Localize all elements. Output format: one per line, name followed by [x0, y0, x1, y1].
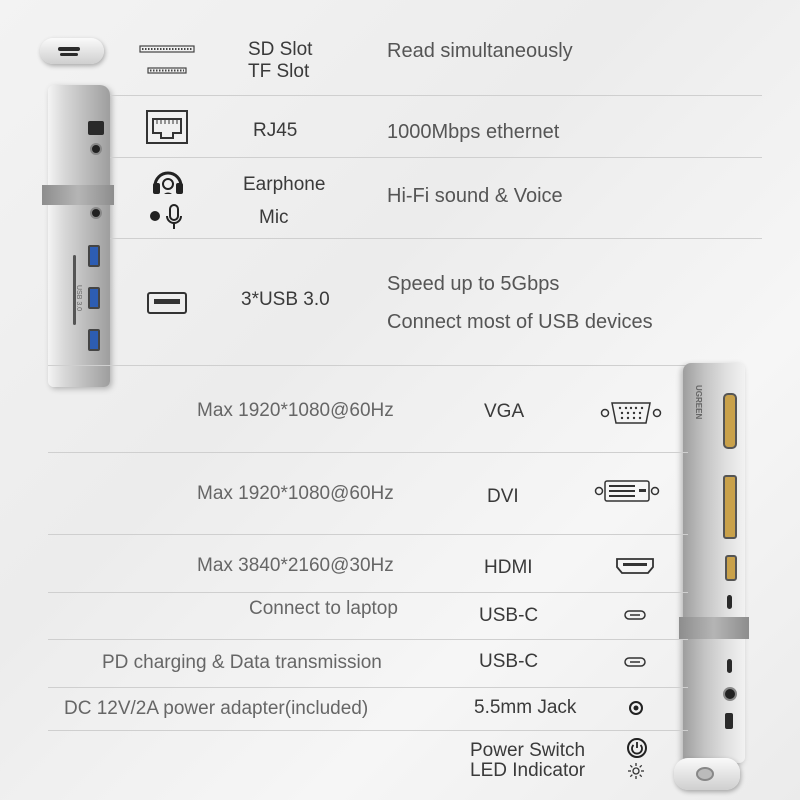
dvi-spec: Max 1920*1080@60Hz	[197, 483, 394, 504]
usb-feature-compat: Connect most of USB devices	[387, 311, 653, 333]
usb-c-pd-label: USB-C	[479, 651, 539, 672]
hdmi-port	[725, 555, 737, 581]
sd-card-cap	[40, 38, 104, 64]
usb-label: 3*USB 3.0	[241, 289, 330, 310]
band	[42, 185, 114, 205]
dc-jack-icon	[628, 700, 644, 716]
brand-label: UGREEN	[694, 385, 703, 420]
power-cap	[674, 758, 740, 790]
earphone-label: Earphone	[243, 174, 326, 195]
vga-spec: Max 1920*1080@60Hz	[197, 400, 394, 421]
headphone-icon	[150, 166, 186, 196]
mic-port	[90, 207, 102, 219]
dvi-icon	[594, 478, 660, 504]
usb-c-icon	[624, 610, 646, 620]
usb-c-label: USB-C	[479, 605, 539, 626]
ethernet-port	[88, 121, 104, 135]
rj45-label: RJ45	[253, 120, 298, 141]
dc-spec: DC 12V/2A power adapter(included)	[64, 698, 369, 719]
usb-feature-speed: Speed up to 5Gbps	[387, 273, 560, 295]
hdmi-spec: Max 3840*2160@30Hz	[197, 555, 394, 576]
power-switch-label: Power Switch	[470, 740, 586, 761]
sd-feature: Read simultaneously	[387, 40, 573, 62]
dc-jack-label: 5.5mm Jack	[474, 697, 577, 718]
vga-label: VGA	[484, 401, 525, 422]
hub-device-left	[48, 85, 110, 387]
rj45-feature: 1000Mbps ethernet	[387, 121, 560, 143]
usb-c-port	[727, 595, 732, 609]
mic-icon	[147, 202, 187, 232]
power-icon	[626, 737, 648, 759]
mic-label: Mic	[259, 207, 289, 228]
usb-port	[88, 245, 100, 267]
hub-device-right	[683, 363, 745, 763]
hdmi-label: HDMI	[484, 557, 533, 578]
usb-c-icon	[624, 657, 646, 667]
usb-c-port	[727, 659, 732, 673]
dvi-port	[723, 475, 737, 539]
usb-icon	[146, 291, 188, 315]
usb-port	[88, 329, 100, 351]
laptop-spec: Connect to laptop	[249, 598, 398, 619]
vga-icon	[600, 400, 662, 426]
hdmi-icon	[615, 557, 655, 575]
vga-port	[723, 393, 737, 449]
led-icon	[627, 762, 645, 780]
tf-slot-label: TF Slot	[248, 61, 310, 82]
band	[679, 617, 749, 639]
sd-slot-icon	[138, 44, 196, 76]
pd-spec: PD charging & Data transmission	[102, 652, 382, 673]
power-switch-port	[725, 713, 733, 729]
led-indicator-label: LED Indicator	[470, 760, 586, 781]
usb-port	[88, 287, 100, 309]
rj45-icon	[145, 109, 189, 145]
earphone-port	[90, 143, 102, 155]
dc-jack-port	[723, 687, 737, 701]
dvi-label: DVI	[487, 486, 519, 507]
audio-feature: Hi-Fi sound & Voice	[387, 185, 563, 207]
sd-slot-label: SD Slot	[248, 39, 313, 60]
usb-label: USB 3.0	[75, 285, 82, 312]
